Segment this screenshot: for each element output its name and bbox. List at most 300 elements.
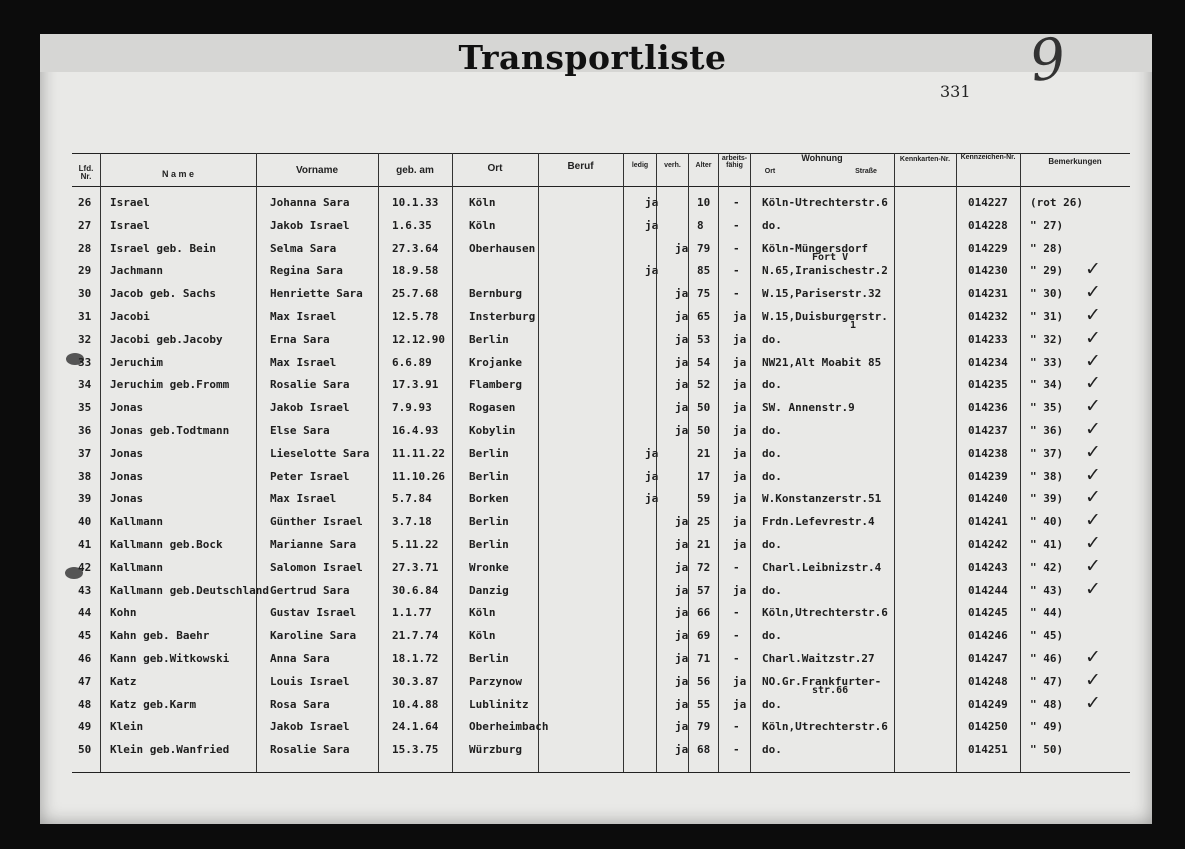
col-divider [656, 153, 657, 772]
checkmark-icon: ✓ [1085, 372, 1101, 395]
cell-bemerkungen: " 44) [1030, 606, 1064, 620]
cell-lfd-nr: 46 [78, 652, 92, 665]
cell-wohnung: do. [762, 538, 782, 551]
cell-lfd-nr: 42 [78, 560, 92, 574]
cell-geb-am: 5.11.22 [392, 538, 439, 551]
table-header-border [72, 186, 1130, 187]
cell-kennzeichen: 014235 [968, 378, 1008, 392]
header-vorname: Vorname [295, 165, 339, 176]
cell-geb-am: 27.3.71 [392, 560, 439, 574]
cell-kennzeichen: 014241 [968, 515, 1008, 529]
cell-arbeitsfaehig: ja [733, 469, 747, 483]
cell-wohnung: do. [762, 743, 782, 757]
cell-geb-am: 27.3.64 [392, 241, 439, 255]
cell-geb-am: 24.1.64 [392, 720, 439, 734]
checkmark-icon: ✓ [1085, 486, 1101, 509]
cell-vorname: Max Israel [270, 492, 337, 506]
cell-arbeitsfaehig: - [733, 287, 740, 301]
cell-alter: 21 [697, 446, 711, 460]
cell-alter: 71 [697, 652, 711, 665]
cell-wohnung: Köln,Utrechterstr.6 [762, 606, 888, 620]
cell-verh: ja [675, 378, 689, 392]
cell-name: Kohn [110, 606, 137, 620]
col-divider [100, 153, 101, 772]
cell-ort: Oberhausen [469, 241, 536, 255]
cell-verh: ja [675, 310, 689, 323]
cell-name: Jacobi geb.Jacoby [110, 332, 223, 346]
cell-bemerkungen: " 46) [1030, 652, 1064, 665]
cell-arbeitsfaehig: ja [733, 697, 747, 711]
cell-geb-am: 16.4.93 [392, 424, 439, 437]
col-divider [750, 153, 751, 772]
cell-kennzeichen: 014251 [968, 743, 1008, 757]
cell-name: Kallmann geb.Bock [110, 538, 223, 551]
cell-bemerkungen: " 43) [1030, 583, 1064, 597]
col-divider [378, 153, 379, 772]
cell-wohnung-line2: Fort V [812, 251, 849, 263]
cell-arbeitsfaehig: ja [733, 674, 747, 688]
header-alter: Alter [695, 162, 712, 169]
cell-bemerkungen: " 29) [1030, 264, 1064, 278]
cell-wohnung: N.65,Iranischestr.2 [762, 264, 888, 278]
cell-verh: ja [675, 401, 689, 415]
cell-ort: Danzig [469, 583, 509, 597]
cell-alter: 52 [697, 378, 711, 392]
cell-alter: 8 [697, 218, 704, 232]
cell-lfd-nr: 32 [78, 332, 92, 346]
cell-verh: ja [675, 674, 689, 688]
cell-kennzeichen: 014250 [968, 720, 1008, 734]
cell-bemerkungen: " 42) [1030, 560, 1064, 574]
cell-geb-am: 10.1.33 [392, 196, 439, 209]
cell-wohnung: do. [762, 697, 782, 711]
cell-ort: Berlin [469, 515, 509, 529]
header-wohnung-strasse: Straße [855, 168, 877, 175]
cell-alter: 72 [697, 560, 711, 574]
cell-name: Jeruchim geb.Fromm [110, 378, 230, 392]
cell-ort: Parzynow [469, 674, 522, 688]
cell-vorname: Max Israel [270, 310, 337, 323]
cell-geb-am: 15.3.75 [392, 743, 439, 757]
cell-kennzeichen: 014238 [968, 446, 1008, 460]
cell-arbeitsfaehig: - [733, 560, 740, 574]
cell-name: Israel geb. Bein [110, 241, 216, 255]
cell-ort: Köln [469, 629, 496, 643]
cell-geb-am: 11.11.22 [392, 446, 445, 460]
cell-bemerkungen: " 39) [1030, 492, 1064, 506]
cell-verh: ja [675, 241, 689, 255]
col-divider [894, 153, 895, 772]
cell-verh: ja [675, 583, 689, 597]
cell-arbeitsfaehig: - [733, 652, 740, 665]
cell-wohnung: do. [762, 629, 782, 643]
cell-lfd-nr: 26 [78, 196, 92, 209]
col-divider [538, 153, 539, 772]
checkmark-icon: ✓ [1085, 463, 1101, 486]
cell-kennzeichen: 014246 [968, 629, 1008, 643]
cell-lfd-nr: 35 [78, 401, 92, 415]
cell-vorname: Rosalie Sara [270, 743, 350, 757]
cell-arbeitsfaehig: ja [733, 355, 747, 369]
handwritten-number: 9 [1025, 25, 1070, 96]
cell-lfd-nr: 50 [78, 743, 92, 757]
cell-bemerkungen: " 32) [1030, 332, 1064, 346]
cell-lfd-nr: 41 [78, 538, 92, 551]
cell-verh: ja [675, 424, 689, 437]
document-title: Transportliste [458, 38, 727, 77]
cell-lfd-nr: 27 [78, 218, 92, 232]
cell-name: Kallmann [110, 560, 163, 574]
col-divider [452, 153, 453, 772]
cell-vorname: Jakob Israel [270, 720, 350, 734]
cell-alter: 25 [697, 515, 711, 529]
cell-arbeitsfaehig: - [733, 218, 740, 232]
cell-vorname: Lieselotte Sara [270, 446, 370, 460]
cell-wohnung: W.15,Duisburgerstr. [762, 310, 888, 323]
checkmark-icon: ✓ [1085, 554, 1101, 577]
cell-arbeitsfaehig: ja [733, 310, 747, 323]
cell-arbeitsfaehig: - [733, 720, 740, 734]
cell-wohnung: do. [762, 424, 782, 437]
cell-geb-am: 30.6.84 [392, 583, 439, 597]
col-divider [718, 153, 719, 772]
cell-alter: 85 [697, 264, 711, 278]
cell-lfd-nr: 45 [78, 629, 92, 643]
cell-wohnung: do. [762, 583, 782, 597]
cell-lfd-nr: 36 [78, 424, 92, 437]
cell-alter: 79 [697, 720, 711, 734]
cell-ort: Berlin [469, 332, 509, 346]
cell-kennzeichen: 014247 [968, 652, 1008, 665]
cell-bemerkungen: " 31) [1030, 310, 1064, 323]
cell-ort: Rogasen [469, 401, 516, 415]
cell-verh: ja [675, 355, 689, 369]
cell-ort: Köln [469, 196, 496, 209]
cell-geb-am: 12.12.90 [392, 332, 445, 346]
cell-wohnung-line2: 1 [850, 320, 857, 331]
cell-wohnung: W.Konstanzerstr.51 [762, 492, 882, 506]
cell-vorname: Anna Sara [270, 652, 330, 665]
cell-verh: ja [675, 538, 689, 551]
cell-name: Jachmann [110, 264, 163, 278]
checkmark-icon: ✓ [1085, 326, 1101, 349]
cell-ort: Berlin [469, 469, 509, 483]
header-wohnung: Wohnung [801, 153, 843, 163]
cell-geb-am: 6.6.89 [392, 355, 432, 369]
header-wohnung-ort: Ort [764, 168, 776, 175]
checkmark-icon: ✓ [1085, 646, 1101, 668]
cell-geb-am: 5.7.84 [392, 492, 432, 506]
cell-arbeitsfaehig: ja [733, 378, 747, 392]
cell-bemerkungen: " 33) [1030, 355, 1064, 369]
cell-wohnung: Köln,Utrechterstr.6 [762, 720, 888, 734]
header-kennkarten: Kennkarten-Nr. [899, 156, 951, 163]
cell-geb-am: 11.10.26 [392, 469, 445, 483]
cell-bemerkungen: " 41) [1030, 538, 1064, 551]
cell-kennzeichen: 014234 [968, 355, 1008, 369]
cell-kennzeichen: 014230 [968, 264, 1008, 278]
cell-vorname: Rosalie Sara [270, 378, 350, 392]
cell-alter: 53 [697, 332, 711, 346]
cell-lfd-nr: 37 [78, 446, 92, 460]
cell-alter: 55 [697, 697, 711, 711]
cell-bemerkungen: " 38) [1030, 469, 1064, 483]
cell-lfd-nr: 44 [78, 606, 92, 620]
cell-lfd-nr: 48 [78, 697, 92, 711]
cell-vorname: Karoline Sara [270, 629, 357, 643]
checkmark-icon: ✓ [1085, 281, 1101, 304]
checkmark-icon: ✓ [1085, 395, 1101, 418]
cell-vorname: Peter Israel [270, 469, 350, 483]
checkmark-icon: ✓ [1085, 577, 1101, 600]
cell-name: Jonas [110, 492, 144, 506]
cell-wohnung: SW. Annenstr.9 [762, 401, 855, 415]
col-divider [623, 153, 624, 772]
cell-name: Jonas [110, 401, 144, 415]
col-divider [1020, 153, 1021, 772]
cell-alter: 75 [697, 287, 711, 301]
cell-ledig: ja [645, 196, 659, 209]
cell-lfd-nr: 28 [78, 241, 92, 255]
cell-kennzeichen: 014239 [968, 469, 1008, 483]
page-number: 331 [940, 82, 971, 101]
cell-alter: 65 [697, 310, 711, 323]
cell-alter: 56 [697, 674, 711, 688]
cell-bemerkungen: " 47) [1030, 674, 1064, 688]
cell-kennzeichen: 014233 [968, 332, 1008, 346]
cell-geb-am: 18.1.72 [392, 652, 439, 665]
cell-wohnung-line2: str.66 [812, 684, 849, 696]
cell-verh: ja [675, 287, 689, 301]
cell-ort: Köln [469, 606, 496, 620]
cell-wohnung: Frdn.Lefevrestr.4 [762, 515, 875, 529]
cell-name: Jonas geb.Todtmann [110, 424, 230, 437]
cell-wohnung: Köln-Müngersdorf [762, 241, 868, 255]
cell-name: Kallmann [110, 515, 163, 529]
cell-kennzeichen: 014236 [968, 401, 1008, 415]
cell-arbeitsfaehig: - [733, 264, 740, 278]
cell-name: Kann geb.Witkowski [110, 652, 230, 665]
cell-arbeitsfaehig: - [733, 241, 740, 255]
header-ledig: ledig [631, 162, 649, 169]
cell-alter: 57 [697, 583, 711, 597]
cell-geb-am: 1.6.35 [392, 218, 432, 232]
cell-ort: Bernburg [469, 287, 522, 301]
col-divider [956, 153, 957, 772]
cell-vorname: Jakob Israel [270, 218, 350, 232]
cell-verh: ja [675, 515, 689, 529]
cell-ort: Insterburg [469, 310, 536, 323]
cell-kennzeichen: 014243 [968, 560, 1008, 574]
cell-bemerkungen: " 36) [1030, 424, 1064, 437]
cell-kennzeichen: 014228 [968, 218, 1008, 232]
cell-name: Katz [110, 674, 137, 688]
cell-vorname: Else Sara [270, 424, 330, 437]
checkmark-icon: ✓ [1085, 532, 1101, 554]
table-bottom-border [72, 772, 1130, 773]
cell-ort: Würzburg [469, 743, 522, 757]
cell-ledig: ja [645, 264, 659, 278]
cell-geb-am: 10.4.88 [392, 697, 439, 711]
cell-wohnung: do. [762, 332, 782, 346]
header-kennzeichen: Kennzeichen-Nr. [960, 154, 1016, 161]
cell-name: Jacob geb. Sachs [110, 287, 216, 301]
col-divider [256, 153, 257, 772]
cell-geb-am: 3.7.18 [392, 515, 432, 529]
cell-arbeitsfaehig: ja [733, 332, 747, 346]
cell-bemerkungen: " 40) [1030, 515, 1064, 529]
cell-geb-am: 18.9.58 [392, 264, 439, 278]
cell-bemerkungen: " 45) [1030, 629, 1064, 643]
cell-wohnung: NW21,Alt Moabit 85 [762, 355, 882, 369]
checkmark-icon: ✓ [1085, 418, 1101, 440]
cell-verh: ja [675, 720, 689, 734]
cell-vorname: Günther Israel [270, 515, 363, 529]
header-bemerkungen: Bemerkungen [1048, 157, 1102, 166]
cell-ort: Borken [469, 492, 509, 506]
cell-arbeitsfaehig: ja [733, 583, 747, 597]
header-geb-am: geb. am [396, 165, 434, 176]
cell-bemerkungen: (rot 26) [1030, 196, 1083, 209]
cell-verh: ja [675, 560, 689, 574]
cell-geb-am: 25.7.68 [392, 287, 439, 301]
cell-alter: 21 [697, 538, 711, 551]
cell-bemerkungen: " 49) [1030, 720, 1064, 734]
cell-alter: 68 [697, 743, 711, 757]
checkmark-icon: ✓ [1085, 691, 1101, 714]
cell-wohnung: Köln-Utrechterstr.6 [762, 196, 888, 209]
cell-arbeitsfaehig: - [733, 196, 740, 209]
cell-kennzeichen: 014244 [968, 583, 1008, 597]
cell-arbeitsfaehig: ja [733, 401, 747, 415]
cell-name: Israel [110, 218, 150, 232]
cell-lfd-nr: 38 [78, 469, 92, 483]
cell-arbeitsfaehig: ja [733, 446, 747, 460]
cell-vorname: Salomon Israel [270, 560, 363, 574]
cell-kennzeichen: 014249 [968, 697, 1008, 711]
cell-verh: ja [675, 629, 689, 643]
cell-verh: ja [675, 697, 689, 711]
cell-arbeitsfaehig: ja [733, 538, 747, 551]
cell-name: Kahn geb. Baehr [110, 629, 210, 643]
cell-arbeitsfaehig: ja [733, 424, 747, 437]
checkmark-icon: ✓ [1085, 304, 1101, 326]
cell-lfd-nr: 43 [78, 583, 92, 597]
cell-ort: Köln [469, 218, 496, 232]
cell-wohnung: do. [762, 446, 782, 460]
checkmark-icon: ✓ [1085, 349, 1101, 372]
cell-verh: ja [675, 652, 689, 665]
cell-name: Jeruchim [110, 355, 163, 369]
cell-vorname: Selma Sara [270, 241, 337, 255]
header-beruf: Beruf [567, 161, 594, 172]
cell-vorname: Erna Sara [270, 332, 330, 346]
cell-kennzeichen: 014242 [968, 538, 1008, 551]
cell-kennzeichen: 014227 [968, 196, 1008, 209]
cell-name: Katz geb.Karm [110, 697, 197, 711]
header-arbeitsfaehig: arbeits-fähig [721, 155, 748, 170]
header-ort: Ort [487, 163, 503, 174]
cell-vorname: Jakob Israel [270, 401, 350, 415]
cell-bemerkungen: " 30) [1030, 287, 1064, 301]
cell-arbeitsfaehig: - [733, 629, 740, 643]
cell-arbeitsfaehig: - [733, 606, 740, 620]
cell-vorname: Henriette Sara [270, 287, 363, 301]
cell-bemerkungen: " 48) [1030, 697, 1064, 711]
cell-geb-am: 17.3.91 [392, 378, 439, 392]
cell-lfd-nr: 39 [78, 492, 92, 506]
cell-name: Jonas [110, 446, 144, 460]
cell-alter: 79 [697, 241, 711, 255]
cell-name: Kallmann geb.Deutschland [110, 583, 269, 597]
cell-lfd-nr: 31 [78, 310, 92, 323]
header-name: N a m e [161, 169, 194, 179]
cell-ort: Berlin [469, 538, 509, 551]
cell-alter: 50 [697, 401, 711, 415]
checkmark-icon: ✓ [1085, 509, 1101, 532]
cell-vorname: Gustav Israel [270, 606, 357, 620]
cell-verh: ja [675, 606, 689, 620]
cell-wohnung: W.15,Pariserstr.32 [762, 287, 882, 301]
cell-bemerkungen: " 27) [1030, 218, 1064, 232]
cell-geb-am: 7.9.93 [392, 401, 432, 415]
cell-alter: 10 [697, 196, 711, 209]
cell-kennzeichen: 014240 [968, 492, 1008, 506]
cell-alter: 66 [697, 606, 711, 620]
cell-lfd-nr: 40 [78, 515, 92, 529]
cell-verh: ja [675, 332, 689, 346]
cell-vorname: Max Israel [270, 355, 337, 369]
cell-lfd-nr: 34 [78, 378, 92, 392]
cell-bemerkungen: " 34) [1030, 378, 1064, 392]
cell-wohnung: do. [762, 469, 782, 483]
cell-kennzeichen: 014229 [968, 241, 1008, 255]
cell-ort: Flamberg [469, 378, 522, 392]
cell-alter: 17 [697, 469, 711, 483]
cell-geb-am: 1.1.77 [392, 606, 432, 620]
cell-wohnung: do. [762, 218, 782, 232]
checkmark-icon: ✓ [1085, 668, 1101, 691]
cell-vorname: Louis Israel [270, 674, 350, 688]
header-lfd-nr: Lfd. Nr. [78, 164, 94, 182]
cell-lfd-nr: 47 [78, 674, 92, 688]
cell-ort: Wronke [469, 560, 509, 574]
cell-ort: Oberheimbach [469, 720, 549, 734]
cell-vorname: Johanna Sara [270, 196, 350, 209]
cell-kennzeichen: 014245 [968, 606, 1008, 620]
cell-name: Klein geb.Wanfried [110, 743, 230, 757]
cell-ort: Berlin [469, 652, 509, 665]
cell-geb-am: 21.7.74 [392, 629, 439, 643]
cell-lfd-nr: 29 [78, 264, 92, 278]
checkmark-icon: ✓ [1085, 440, 1101, 463]
cell-bemerkungen: " 28) [1030, 241, 1064, 255]
cell-name: Israel [110, 196, 150, 209]
cell-verh: ja [675, 743, 689, 757]
cell-geb-am: 12.5.78 [392, 310, 439, 323]
cell-wohnung: Charl.Leibnizstr.4 [762, 560, 882, 574]
cell-name: Jacobi [110, 310, 150, 323]
cell-arbeitsfaehig: ja [733, 515, 747, 529]
cell-ort: Krojanke [469, 355, 522, 369]
header-verh: verh. [664, 162, 681, 169]
cell-kennzeichen: 014237 [968, 424, 1008, 437]
cell-ort: Kobylin [469, 424, 516, 437]
cell-lfd-nr: 49 [78, 720, 92, 734]
cell-ort: Berlin [469, 446, 509, 460]
cell-alter: 69 [697, 629, 711, 643]
cell-kennzeichen: 014232 [968, 310, 1008, 323]
